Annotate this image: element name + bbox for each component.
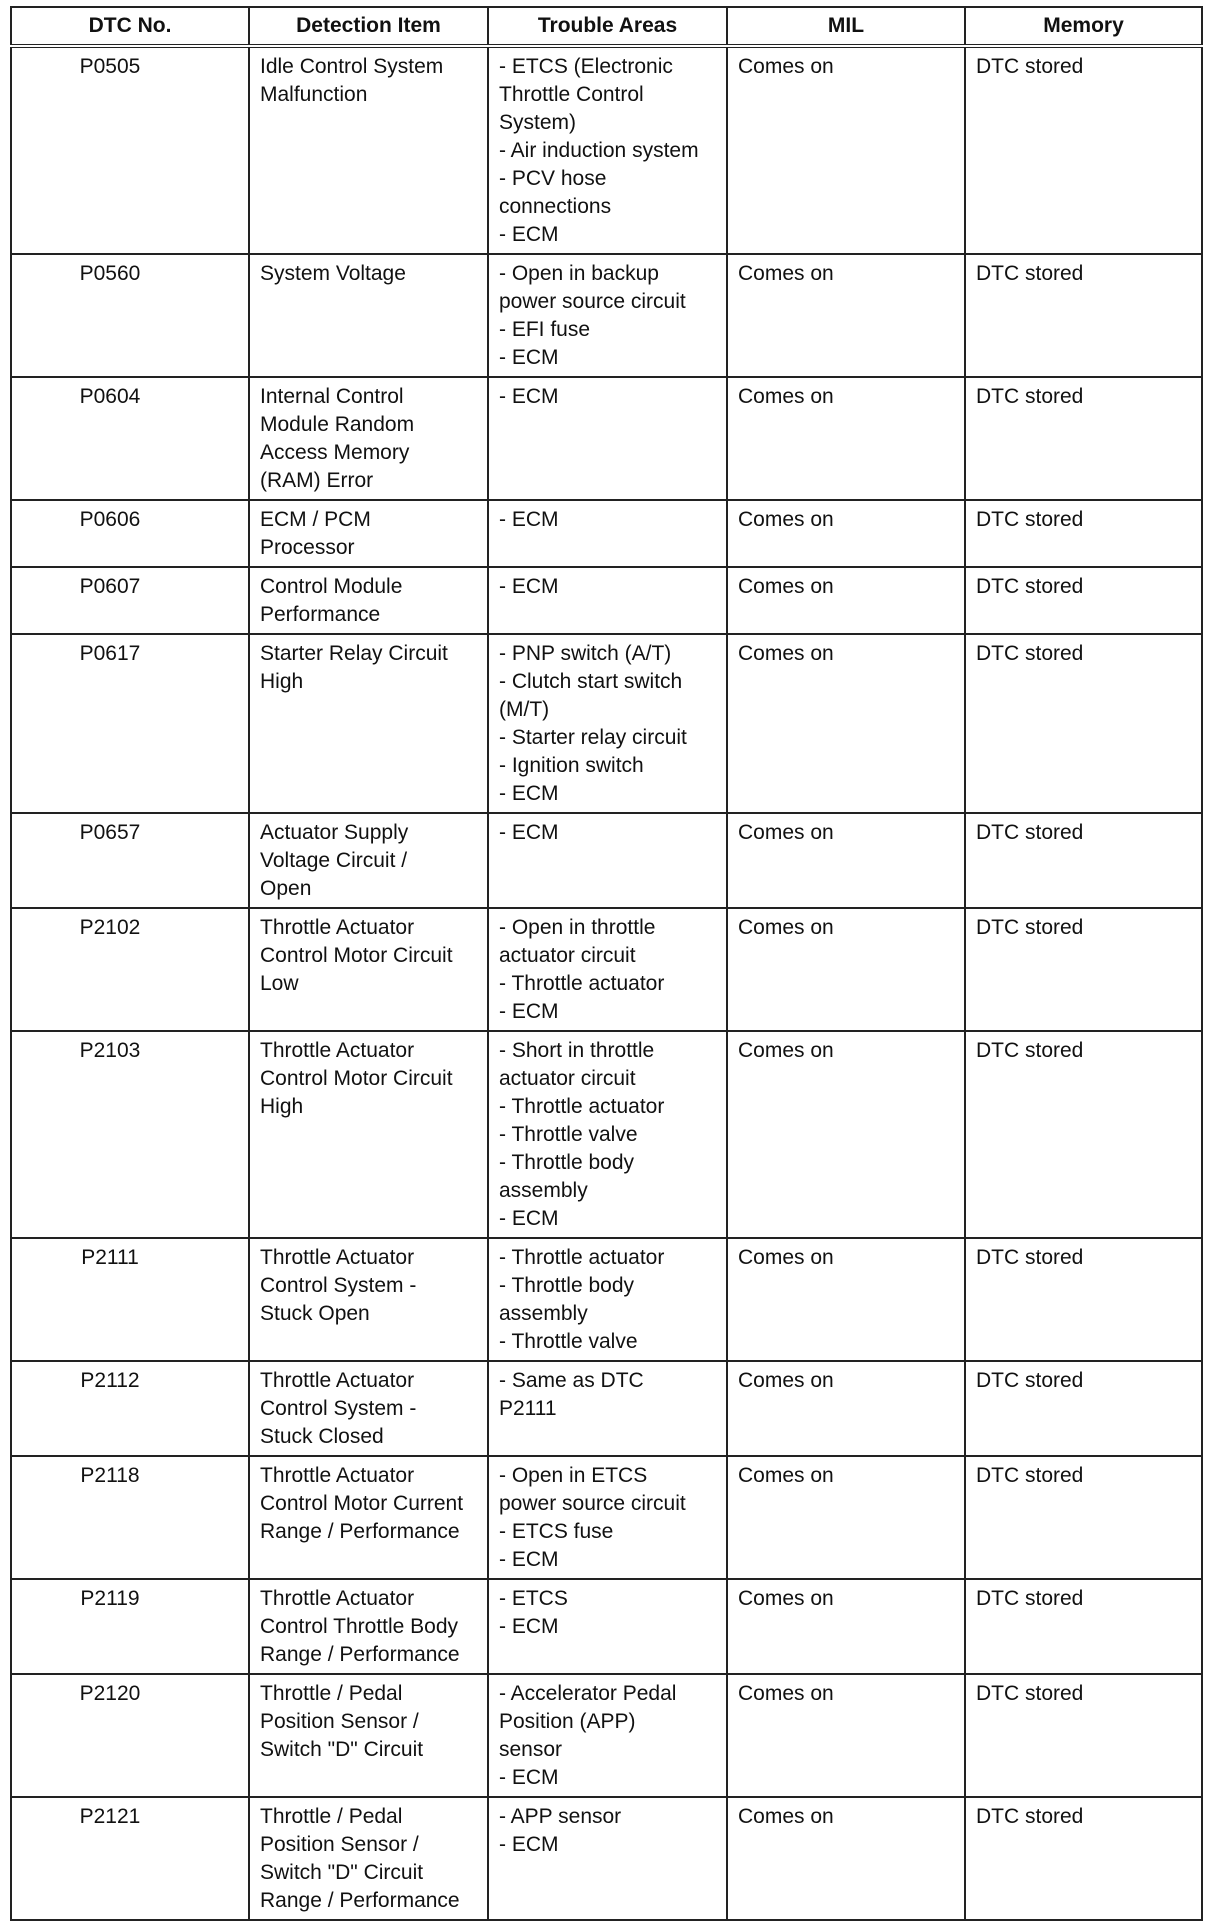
trouble-area-line: Throttle Control <box>499 83 644 106</box>
detection-item-line: Stuck Closed <box>260 1425 384 1448</box>
dtc-code-cell: P2103 <box>11 1031 249 1238</box>
trouble-area-line: - ECM <box>499 1833 559 1856</box>
detection-item-cell <box>249 254 488 377</box>
trouble-areas-cell <box>488 908 727 1031</box>
detection-item-line: High <box>260 1095 304 1118</box>
trouble-area-line: - Throttle body <box>499 1151 635 1174</box>
trouble-area-line: - Open in throttle <box>499 916 656 939</box>
trouble-areas-cell <box>488 500 727 567</box>
header-row <box>11 7 1202 46</box>
mil-cell: Comes on <box>727 908 965 1031</box>
table-row <box>11 1238 1202 1361</box>
detection-item-line: (RAM) Error <box>260 469 374 492</box>
trouble-area-line: - Starter relay circuit <box>499 726 687 749</box>
mil-cell: Comes on <box>727 377 965 500</box>
header-mil: MIL <box>727 7 965 46</box>
trouble-areas-cell <box>488 1456 727 1579</box>
detection-item-line: High <box>260 670 304 693</box>
memory-cell: DTC stored <box>965 813 1202 908</box>
header-dtc-no: DTC No. <box>11 7 249 46</box>
trouble-areas-cell <box>488 377 727 500</box>
detection-item-line: Switch "D" Circuit <box>260 1738 424 1761</box>
detection-item-line: Voltage Circuit / <box>260 849 408 872</box>
trouble-area-line: P2111 <box>499 1397 557 1420</box>
trouble-area-line: Position (APP) <box>499 1710 636 1733</box>
trouble-area-line: - ECM <box>499 346 559 369</box>
detection-item-line: Range / Performance <box>260 1520 460 1543</box>
detection-item-line: Throttle / Pedal <box>260 1805 403 1828</box>
dtc-code-cell: P0617 <box>11 634 249 813</box>
trouble-area-line: - Open in ETCS <box>499 1464 648 1487</box>
trouble-area-line: power source circuit <box>499 1492 686 1515</box>
trouble-area-line: - Throttle body <box>499 1274 635 1297</box>
table-row <box>11 1579 1202 1674</box>
detection-item-cell <box>249 46 488 254</box>
memory-cell: DTC stored <box>965 908 1202 1031</box>
trouble-area-line: - ECM <box>499 1000 559 1023</box>
mil-cell: Comes on <box>727 1797 965 1920</box>
trouble-area-line: sensor <box>499 1738 563 1761</box>
table-row <box>11 908 1202 1031</box>
trouble-areas-cell <box>488 1238 727 1361</box>
detection-item-line: System Voltage <box>260 262 406 285</box>
trouble-area-line: - Throttle actuator <box>499 972 665 995</box>
trouble-area-line: System) <box>499 111 577 134</box>
memory-cell: DTC stored <box>965 254 1202 377</box>
table-row <box>11 1456 1202 1579</box>
detection-item-line: Control Motor Current <box>260 1492 464 1515</box>
detection-item-line: Control System - <box>260 1397 417 1420</box>
memory-cell: DTC stored <box>965 500 1202 567</box>
table-body <box>11 46 1202 1920</box>
detection-item-line: Access Memory <box>260 441 410 464</box>
detection-item-cell <box>249 1579 488 1674</box>
detection-item-cell <box>249 1456 488 1579</box>
memory-cell: DTC stored <box>965 46 1202 254</box>
memory-cell: DTC stored <box>965 634 1202 813</box>
dtc-code-cell: P0606 <box>11 500 249 567</box>
trouble-area-line: - Throttle actuator <box>499 1246 665 1269</box>
mil-cell: Comes on <box>727 634 965 813</box>
trouble-area-line: - ECM <box>499 782 559 805</box>
trouble-area-line: - ECM <box>499 575 559 598</box>
header-trouble-areas: Trouble Areas <box>488 7 727 46</box>
trouble-area-line: - ECM <box>499 1207 559 1230</box>
trouble-area-line: - ECM <box>499 223 559 246</box>
trouble-area-line: - ETCS fuse <box>499 1520 614 1543</box>
detection-item-line: Open <box>260 877 312 900</box>
mil-cell: Comes on <box>727 1579 965 1674</box>
detection-item-line: Position Sensor / <box>260 1710 419 1733</box>
trouble-areas-cell <box>488 1361 727 1456</box>
detection-item-line: Internal Control <box>260 385 404 408</box>
dtc-code-cell: P2118 <box>11 1456 249 1579</box>
trouble-area-line: - PCV hose <box>499 167 607 190</box>
detection-item-cell <box>249 377 488 500</box>
mil-cell: Comes on <box>727 1361 965 1456</box>
mil-cell: Comes on <box>727 813 965 908</box>
trouble-areas-cell <box>488 567 727 634</box>
trouble-areas-cell <box>488 813 727 908</box>
table-row <box>11 500 1202 567</box>
trouble-area-line: - Throttle actuator <box>499 1095 665 1118</box>
detection-item-line: Actuator Supply <box>260 821 409 844</box>
mil-cell: Comes on <box>727 1456 965 1579</box>
detection-item-line: Low <box>260 972 299 995</box>
table-row <box>11 634 1202 813</box>
detection-item-cell <box>249 1797 488 1920</box>
trouble-area-line: - ETCS <box>499 1587 568 1610</box>
dtc-code-cell: P2112 <box>11 1361 249 1456</box>
detection-item-line: Control Motor Circuit <box>260 944 453 967</box>
dtc-table <box>10 6 1203 1921</box>
detection-item-line: Throttle Actuator <box>260 1464 415 1487</box>
dtc-code-cell: P0560 <box>11 254 249 377</box>
detection-item-line: ECM / PCM <box>260 508 371 531</box>
trouble-areas-cell <box>488 1797 727 1920</box>
trouble-area-line: power source circuit <box>499 290 686 313</box>
trouble-area-line: - ETCS (Electronic <box>499 55 673 78</box>
trouble-area-line: - Air induction system <box>499 139 699 162</box>
memory-cell: DTC stored <box>965 1238 1202 1361</box>
detection-item-line: Malfunction <box>260 83 368 106</box>
trouble-area-line: actuator circuit <box>499 1067 636 1090</box>
detection-item-line: Throttle Actuator <box>260 1246 415 1269</box>
detection-item-cell <box>249 908 488 1031</box>
memory-cell: DTC stored <box>965 1797 1202 1920</box>
trouble-area-line: actuator circuit <box>499 944 636 967</box>
memory-cell: DTC stored <box>965 1361 1202 1456</box>
trouble-areas-cell <box>488 254 727 377</box>
detection-item-line: Range / Performance <box>260 1643 460 1666</box>
detection-item-line: Performance <box>260 603 381 626</box>
table-row <box>11 813 1202 908</box>
trouble-area-line: - Ignition switch <box>499 754 644 777</box>
trouble-area-line: assembly <box>499 1179 588 1202</box>
table-row <box>11 377 1202 500</box>
trouble-area-line: - APP sensor <box>499 1805 622 1828</box>
table-row <box>11 1797 1202 1920</box>
table-row <box>11 1031 1202 1238</box>
trouble-area-line: - ECM <box>499 508 559 531</box>
detection-item-line: Throttle Actuator <box>260 1369 415 1392</box>
mil-cell: Comes on <box>727 1674 965 1797</box>
trouble-area-line: - Clutch start switch <box>499 670 683 693</box>
detection-item-cell <box>249 813 488 908</box>
detection-item-line: Processor <box>260 536 355 559</box>
detection-item-cell <box>249 500 488 567</box>
mil-cell: Comes on <box>727 46 965 254</box>
dtc-table-container <box>10 6 1201 1921</box>
trouble-areas-cell <box>488 1031 727 1238</box>
trouble-area-line: connections <box>499 195 612 218</box>
dtc-code-cell: P0505 <box>11 46 249 254</box>
detection-item-line: Switch "D" Circuit <box>260 1861 424 1884</box>
trouble-areas-cell <box>488 1579 727 1674</box>
detection-item-line: Range / Performance <box>260 1889 460 1912</box>
detection-item-line: Control Module <box>260 575 403 598</box>
detection-item-cell <box>249 567 488 634</box>
detection-item-line: Stuck Open <box>260 1302 370 1325</box>
detection-item-cell <box>249 1238 488 1361</box>
detection-item-line: Throttle Actuator <box>260 916 415 939</box>
dtc-code-cell: P2102 <box>11 908 249 1031</box>
detection-item-cell <box>249 1361 488 1456</box>
detection-item-line: Throttle / Pedal <box>260 1682 403 1705</box>
table-row <box>11 254 1202 377</box>
trouble-area-line: - Throttle valve <box>499 1123 638 1146</box>
memory-cell: DTC stored <box>965 567 1202 634</box>
memory-cell: DTC stored <box>965 1579 1202 1674</box>
dtc-code-cell: P2119 <box>11 1579 249 1674</box>
trouble-area-line: - ECM <box>499 821 559 844</box>
dtc-code-cell: P2111 <box>11 1238 249 1361</box>
trouble-area-line: - ECM <box>499 1548 559 1571</box>
dtc-code-cell: P0657 <box>11 813 249 908</box>
trouble-area-line: - EFI fuse <box>499 318 591 341</box>
detection-item-cell <box>249 634 488 813</box>
detection-item-line: Throttle Actuator <box>260 1039 415 1062</box>
dtc-code-cell: P2121 <box>11 1797 249 1920</box>
detection-item-line: Position Sensor / <box>260 1833 419 1856</box>
trouble-area-line: - PNP switch (A/T) <box>499 642 672 665</box>
table-row <box>11 46 1202 254</box>
trouble-area-line: (M/T) <box>499 698 550 721</box>
trouble-area-line: - ECM <box>499 1615 559 1638</box>
mil-cell: Comes on <box>727 1031 965 1238</box>
detection-item-line: Throttle Actuator <box>260 1587 415 1610</box>
detection-item-cell <box>249 1674 488 1797</box>
dtc-code-cell: P2120 <box>11 1674 249 1797</box>
trouble-area-line: - Throttle valve <box>499 1330 638 1353</box>
mil-cell: Comes on <box>727 1238 965 1361</box>
table-row <box>11 1361 1202 1456</box>
detection-item-line: Starter Relay Circuit <box>260 642 448 665</box>
detection-item-line: Control Throttle Body <box>260 1615 459 1638</box>
detection-item-cell <box>249 1031 488 1238</box>
dtc-code-cell: P0604 <box>11 377 249 500</box>
trouble-area-line: - Same as DTC <box>499 1369 644 1392</box>
memory-cell: DTC stored <box>965 377 1202 500</box>
trouble-area-line: assembly <box>499 1302 588 1325</box>
trouble-areas-cell <box>488 634 727 813</box>
mil-cell: Comes on <box>727 254 965 377</box>
trouble-areas-cell <box>488 1674 727 1797</box>
detection-item-line: Control Motor Circuit <box>260 1067 453 1090</box>
trouble-area-line: - Short in throttle <box>499 1039 655 1062</box>
mil-cell: Comes on <box>727 567 965 634</box>
mil-cell: Comes on <box>727 500 965 567</box>
trouble-area-line: - Accelerator Pedal <box>499 1682 677 1705</box>
detection-item-line: Idle Control System <box>260 55 444 78</box>
detection-item-line: Module Random <box>260 413 415 436</box>
table-row <box>11 1674 1202 1797</box>
trouble-areas-cell <box>488 46 727 254</box>
header-memory: Memory <box>965 7 1202 46</box>
detection-item-line: Control System - <box>260 1274 417 1297</box>
memory-cell: DTC stored <box>965 1031 1202 1238</box>
trouble-area-line: - ECM <box>499 1766 559 1789</box>
memory-cell: DTC stored <box>965 1456 1202 1579</box>
table-row <box>11 567 1202 634</box>
header-detection-item: Detection Item <box>249 7 488 46</box>
trouble-area-line: - Open in backup <box>499 262 659 285</box>
trouble-area-line: - ECM <box>499 385 559 408</box>
memory-cell: DTC stored <box>965 1674 1202 1797</box>
dtc-code-cell: P0607 <box>11 567 249 634</box>
